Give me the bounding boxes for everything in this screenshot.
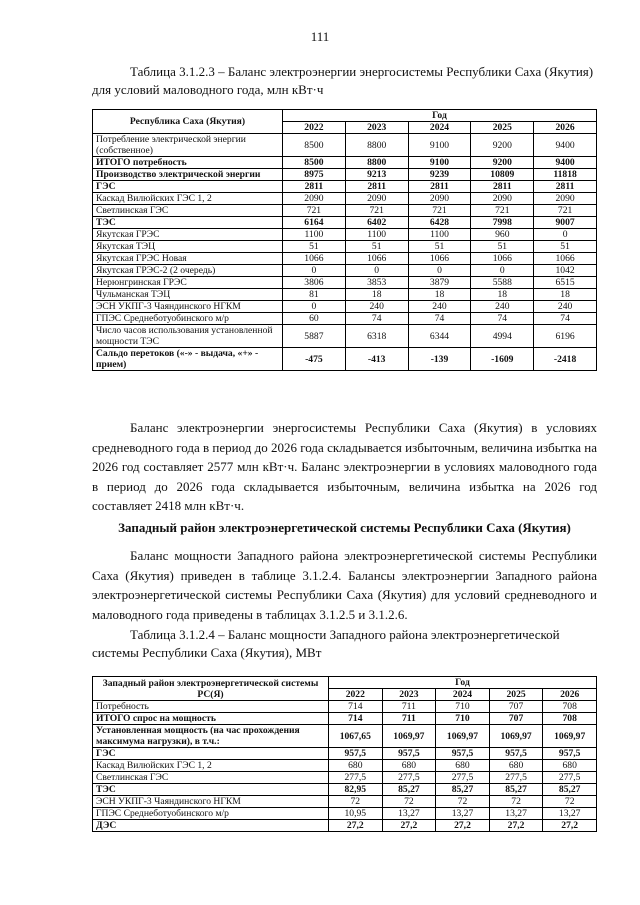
year-header: 2023 — [345, 122, 408, 134]
row-label: ГПЭС Среднеботуобинского м/р — [93, 313, 283, 325]
paragraph-western-district: Баланс мощности Западного района электроэнергетической системы Республики Саха (Якутия) приведен в таблице 3.1.2.4. Балансы электроэнергии Западного района электроэнергетической системы Республики Саха (Якутия) для условий средневодного и маловодного года приведены в таблицах 3.1.2.5 и 3.1.2.6. — [92, 548, 597, 622]
cell-value: 1067,65 — [329, 725, 383, 748]
row-label: Установленная мощность (на час прохождения максимума нагрузки), в т.ч.: — [93, 725, 329, 748]
cell-value: 18 — [471, 289, 534, 301]
cell-value: 707 — [489, 701, 543, 713]
year-header: 2026 — [543, 689, 597, 701]
table-header-year-group: Год — [329, 677, 597, 689]
cell-value: 18 — [534, 289, 597, 301]
row-label: Потребление электрической энергии (собственное) — [93, 134, 283, 157]
table-row — [93, 301, 597, 313]
table-row — [93, 134, 597, 157]
cell-value: 6318 — [345, 325, 408, 348]
cell-value: 708 — [543, 701, 597, 713]
cell-value: -1609 — [471, 348, 534, 371]
cell-value: 277,5 — [436, 772, 490, 784]
cell-value: 1066 — [283, 253, 346, 265]
cell-value: 0 — [471, 265, 534, 277]
cell-value: 51 — [283, 241, 346, 253]
row-label: Потребность — [93, 701, 329, 713]
row-label: Якутская ГРЭС-2 (2 очередь) — [93, 265, 283, 277]
cell-value: 1069,97 — [436, 725, 490, 748]
table-row — [93, 277, 597, 289]
cell-value: 721 — [283, 205, 346, 217]
cell-value: 1100 — [408, 229, 471, 241]
cell-value: 2090 — [471, 193, 534, 205]
row-label: ТЭС — [93, 784, 329, 796]
cell-value: 5588 — [471, 277, 534, 289]
cell-value: 1100 — [283, 229, 346, 241]
energy-balance-table — [92, 109, 597, 371]
cell-value: 6515 — [534, 277, 597, 289]
cell-value: 721 — [534, 205, 597, 217]
cell-value: 710 — [436, 713, 490, 725]
cell-value: 1066 — [471, 253, 534, 265]
cell-value: 6428 — [408, 217, 471, 229]
cell-value: 708 — [543, 713, 597, 725]
row-label: Сальдо перетоков («-» - выдача, «+» - прием) — [93, 348, 283, 371]
year-header: 2024 — [408, 122, 471, 134]
cell-value: 9007 — [534, 217, 597, 229]
row-label: ГЭС — [93, 748, 329, 760]
cell-value: 85,27 — [543, 784, 597, 796]
cell-value: 714 — [329, 713, 383, 725]
cell-value: 2811 — [534, 181, 597, 193]
cell-value: 957,5 — [543, 748, 597, 760]
row-label: Каскад Вилюйских ГЭС 1, 2 — [93, 760, 329, 772]
cell-value: 8975 — [283, 169, 346, 181]
cell-value: 27,2 — [329, 820, 383, 832]
table-caption-3-1-2-4: Таблица 3.1.2.4 – Баланс мощности Западного района электроэнергетической системы Республики Саха (Якутия), МВт — [92, 627, 560, 660]
cell-value: 11818 — [534, 169, 597, 181]
row-label: Светлинская ГЭС — [93, 205, 283, 217]
cell-value: 1066 — [345, 253, 408, 265]
cell-value: 74 — [345, 313, 408, 325]
cell-value: 72 — [489, 796, 543, 808]
row-label: Число часов использования установленной мощности ТЭС — [93, 325, 283, 348]
cell-value: 680 — [382, 760, 436, 772]
year-header: 2025 — [471, 122, 534, 134]
cell-value: 9200 — [471, 134, 534, 157]
table-row — [93, 796, 597, 808]
row-label: ТЭС — [93, 217, 283, 229]
cell-value: 680 — [543, 760, 597, 772]
cell-value: 2090 — [283, 193, 346, 205]
cell-value: 85,27 — [382, 784, 436, 796]
table-row — [93, 325, 597, 348]
table-row — [93, 169, 597, 181]
table-header-year-group: Год — [283, 110, 597, 122]
row-label: Производство электрической энергии — [93, 169, 283, 181]
year-header: 2023 — [382, 689, 436, 701]
row-label: ГЭС — [93, 181, 283, 193]
row-label: Каскад Вилюйских ГЭС 1, 2 — [93, 193, 283, 205]
table-row — [93, 181, 597, 193]
cell-value: 9213 — [345, 169, 408, 181]
cell-value: 277,5 — [543, 772, 597, 784]
cell-value: 6402 — [345, 217, 408, 229]
cell-value: 710 — [436, 701, 490, 713]
table-row — [93, 217, 597, 229]
table-header-region: Республика Саха (Якутия) — [93, 110, 283, 134]
table-row — [93, 713, 597, 725]
cell-value: 18 — [345, 289, 408, 301]
table-row — [93, 808, 597, 820]
table-row — [93, 348, 597, 371]
table-row — [93, 701, 597, 713]
table-row — [93, 772, 597, 784]
cell-value: 957,5 — [489, 748, 543, 760]
cell-value: 1066 — [408, 253, 471, 265]
cell-value: 9239 — [408, 169, 471, 181]
cell-value: -475 — [283, 348, 346, 371]
row-label: ГПЭС Среднеботуобинского м/р — [93, 808, 329, 820]
cell-value: 27,2 — [543, 820, 597, 832]
table-row — [93, 725, 597, 748]
cell-value: 6196 — [534, 325, 597, 348]
cell-value: 8500 — [283, 134, 346, 157]
cell-value: 240 — [408, 301, 471, 313]
row-label: ДЭС — [93, 820, 329, 832]
cell-value: 3806 — [283, 277, 346, 289]
cell-value: 60 — [283, 313, 346, 325]
cell-value: 711 — [382, 701, 436, 713]
cell-value: 85,27 — [436, 784, 490, 796]
table-row — [93, 784, 597, 796]
cell-value: 711 — [382, 713, 436, 725]
table-row — [93, 265, 597, 277]
row-label: ЭСН УКПГ-3 Чаяндинского НГКМ — [93, 301, 283, 313]
cell-value: 1100 — [345, 229, 408, 241]
cell-value: 3879 — [408, 277, 471, 289]
row-label: Якутская ГРЭС — [93, 229, 283, 241]
cell-value: 680 — [329, 760, 383, 772]
cell-value: 10,95 — [329, 808, 383, 820]
cell-value: 27,2 — [436, 820, 490, 832]
cell-value: 13,27 — [436, 808, 490, 820]
cell-value: 51 — [534, 241, 597, 253]
cell-value: 74 — [408, 313, 471, 325]
row-label: ЭСН УКПГ-3 Чаяндинского НГКМ — [93, 796, 329, 808]
table-body — [93, 134, 597, 371]
cell-value: 2811 — [471, 181, 534, 193]
cell-value: 72 — [382, 796, 436, 808]
cell-value: 3853 — [345, 277, 408, 289]
section-heading: Западный район электроэнергетической системы Республики Саха (Якутия) — [118, 520, 571, 535]
cell-value: 957,5 — [382, 748, 436, 760]
cell-value: 0 — [283, 301, 346, 313]
cell-value: 51 — [408, 241, 471, 253]
cell-value: 74 — [534, 313, 597, 325]
year-header: 2025 — [489, 689, 543, 701]
year-header: 2024 — [436, 689, 490, 701]
cell-value: 714 — [329, 701, 383, 713]
table-row — [93, 229, 597, 241]
cell-value: 957,5 — [436, 748, 490, 760]
row-label: Якутская ТЭЦ — [93, 241, 283, 253]
cell-value: 72 — [436, 796, 490, 808]
cell-value: 51 — [471, 241, 534, 253]
table-row — [93, 748, 597, 760]
cell-value: 1069,97 — [543, 725, 597, 748]
cell-value: -2418 — [534, 348, 597, 371]
cell-value: 721 — [408, 205, 471, 217]
cell-value: 6344 — [408, 325, 471, 348]
row-label: Светлинская ГЭС — [93, 772, 329, 784]
page-number: 111 — [310, 29, 330, 44]
year-header: 2022 — [329, 689, 383, 701]
table-row — [93, 157, 597, 169]
cell-value: 707 — [489, 713, 543, 725]
cell-value: 0 — [345, 265, 408, 277]
cell-value: 4994 — [471, 325, 534, 348]
cell-value: 9400 — [534, 157, 597, 169]
cell-value: 27,2 — [382, 820, 436, 832]
cell-value: 240 — [534, 301, 597, 313]
cell-value: 18 — [408, 289, 471, 301]
cell-value: 957,5 — [329, 748, 383, 760]
table-body — [93, 701, 597, 832]
cell-value: 74 — [471, 313, 534, 325]
table-row — [93, 760, 597, 772]
cell-value: 2811 — [408, 181, 471, 193]
year-header: 2022 — [283, 122, 346, 134]
cell-value: 680 — [489, 760, 543, 772]
cell-value: 1069,97 — [382, 725, 436, 748]
cell-value: 27,2 — [489, 820, 543, 832]
table-row — [93, 289, 597, 301]
cell-value: 2811 — [283, 181, 346, 193]
cell-value: 8800 — [345, 134, 408, 157]
cell-value: 960 — [471, 229, 534, 241]
cell-value: 1069,97 — [489, 725, 543, 748]
cell-value: 9200 — [471, 157, 534, 169]
cell-value: 72 — [329, 796, 383, 808]
cell-value: 8800 — [345, 157, 408, 169]
cell-value: 0 — [283, 265, 346, 277]
cell-value: 240 — [345, 301, 408, 313]
cell-value: 6164 — [283, 217, 346, 229]
cell-value: 13,27 — [382, 808, 436, 820]
row-label: Чульманская ТЭЦ — [93, 289, 283, 301]
table-row — [93, 193, 597, 205]
table-caption-3-1-2-3: Таблица 3.1.2.3 – Баланс электроэнергии энергосистемы Республики Саха (Якутия) для условий маловодного года, млн кВт·ч — [92, 64, 594, 97]
table-row — [93, 313, 597, 325]
row-label: ИТОГО спрос на мощность — [93, 713, 329, 725]
cell-value: -139 — [408, 348, 471, 371]
cell-value: 7998 — [471, 217, 534, 229]
paragraph-energy-surplus: Баланс электроэнергии энергосистемы Республики Саха (Якутия) в условиях средневодного года в период до 2026 года складывается избыточным, величина избытка на 2026 год составляет 2577 млн кВт·ч. Баланс электроэнергии в условиях маловодного года в период до 2026 года складывается избыточным, величина избытка на 2026 год составляет 2418 млн кВт·ч. — [92, 420, 597, 513]
cell-value: 51 — [345, 241, 408, 253]
cell-value: 277,5 — [382, 772, 436, 784]
table-row — [93, 241, 597, 253]
cell-value: 2090 — [408, 193, 471, 205]
cell-value: 277,5 — [489, 772, 543, 784]
cell-value: 8500 — [283, 157, 346, 169]
cell-value: 9100 — [408, 134, 471, 157]
cell-value: 721 — [345, 205, 408, 217]
cell-value: 721 — [471, 205, 534, 217]
table-row — [93, 205, 597, 217]
cell-value: 82,95 — [329, 784, 383, 796]
cell-value: 9400 — [534, 134, 597, 157]
table-header-region: Западный район электроэнергетической системы РС(Я) — [93, 677, 329, 701]
cell-value: 2811 — [345, 181, 408, 193]
cell-value: 5887 — [283, 325, 346, 348]
table-row — [93, 820, 597, 832]
row-label: Якутская ГРЭС Новая — [93, 253, 283, 265]
cell-value: 0 — [534, 229, 597, 241]
power-balance-table — [92, 676, 597, 832]
row-label: ИТОГО потребность — [93, 157, 283, 169]
cell-value: 72 — [543, 796, 597, 808]
year-header: 2026 — [534, 122, 597, 134]
cell-value: 1066 — [534, 253, 597, 265]
cell-value: -413 — [345, 348, 408, 371]
cell-value: 9100 — [408, 157, 471, 169]
cell-value: 13,27 — [489, 808, 543, 820]
cell-value: 1042 — [534, 265, 597, 277]
cell-value: 240 — [471, 301, 534, 313]
cell-value: 85,27 — [489, 784, 543, 796]
cell-value: 2090 — [534, 193, 597, 205]
cell-value: 2090 — [345, 193, 408, 205]
row-label: Нерюнгринская ГРЭС — [93, 277, 283, 289]
cell-value: 680 — [436, 760, 490, 772]
cell-value: 13,27 — [543, 808, 597, 820]
cell-value: 81 — [283, 289, 346, 301]
table-row — [93, 253, 597, 265]
cell-value: 10809 — [471, 169, 534, 181]
cell-value: 277,5 — [329, 772, 383, 784]
cell-value: 0 — [408, 265, 471, 277]
